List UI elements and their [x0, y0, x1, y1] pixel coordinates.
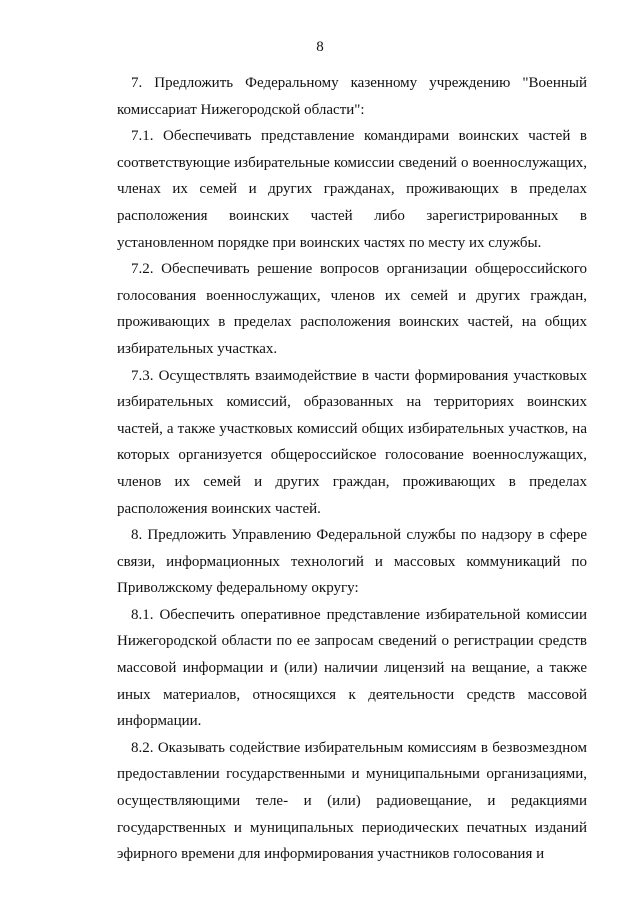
paragraph-7-1: 7.1. Обеспечивать представление командирами воинских частей в соответствующие избирательные комиссии сведений о военнослужащих, членах их семей и других гражданах, проживающих в пределах расположения воинских частей либо зарегистрированных в установленном порядке при воинских частях по месту их службы. [117, 128, 587, 251]
paragraph-7-3: 7.3. Осуществлять взаимодействие в части формирования участковых избирательных комиссий, образованных на территориях воинских частей, а также участковых комиссий общих избирательных участков, на которых организуется общероссийское голосование военнослужащих, членов их семей и других граждан, проживающих в пределах расположения воинских частей. [117, 367, 587, 517]
paragraph-7: 7. Предложить Федеральному казенному учреждению "Военный комиссариат Нижегородской области": [117, 75, 587, 118]
paragraph-7-2: 7.2. Обеспечивать решение вопросов организации общероссийского голосования военнослужащих, членов их семей и других граждан, проживающих в пределах расположения воинских частей, на общих избирательных участках. [117, 261, 587, 357]
page-number: 8 [316, 39, 324, 55]
document-body [117, 70, 587, 868]
paragraph-8-1: 8.1. Обеспечить оперативное представление избирательной комиссии Нижегородской области по ее запросам сведений о регистрации средств массовой информации и (или) наличии лицензий на вещание, а также иных материалов, относящихся к деятельности средств массовой информации. [117, 606, 587, 730]
paragraph-8-2: 8.2. Оказывать содействие избирательным комиссиям в безвозмездном предоставлении государственными и муниципальными организациями, осуществляющими теле- и (или) радиовещание, и редакциями государственных и муниципальных периодических печатных изданий эфирного времени для информирования участников голосования и [117, 739, 587, 863]
paragraph-8: 8. Предложить Управлению Федеральной службы по надзору в сфере связи, информационных технологий и массовых коммуникаций по Приволжскому федеральному округу: [117, 527, 587, 597]
